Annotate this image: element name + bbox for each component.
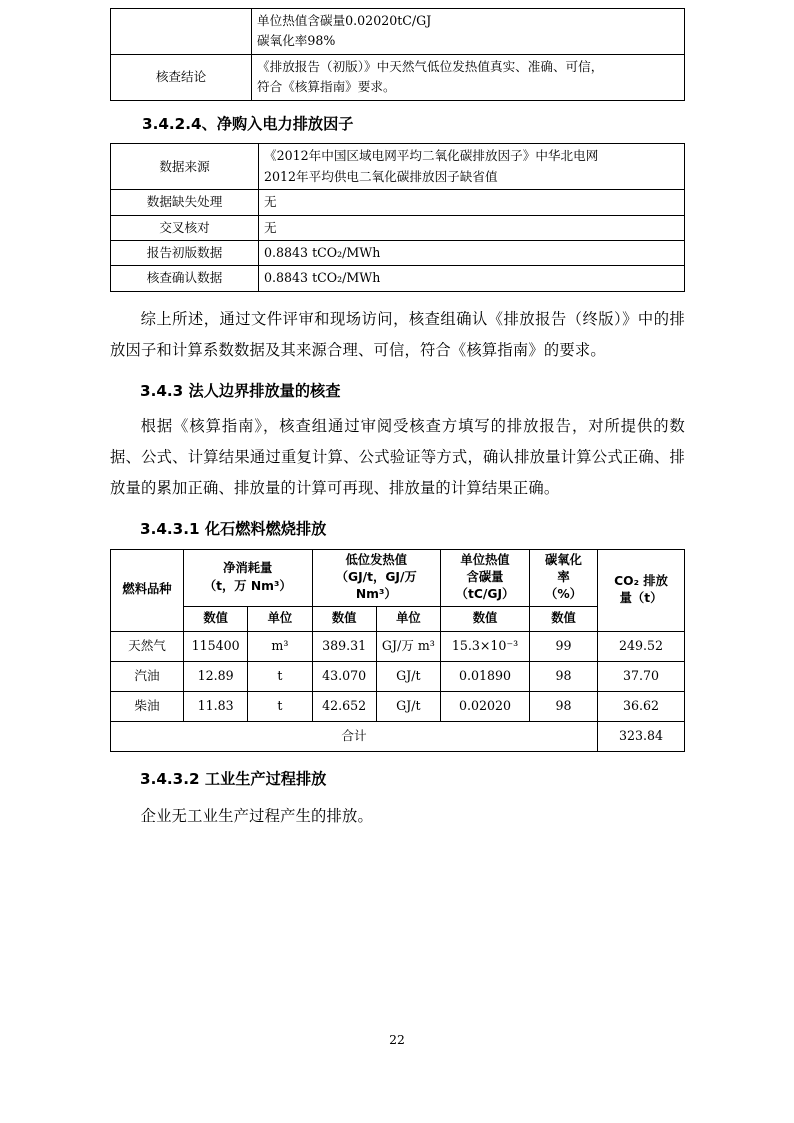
text-line: 《2012年中国区域电网平均二氧化碳排放因子》中华北电网	[264, 148, 599, 164]
cell-value-verified-data: 0.8843 tCO₂/MWh	[259, 266, 685, 291]
cell-co2-value: 249.52	[598, 631, 685, 661]
cell-consumption-unit: t	[248, 661, 312, 691]
subheader-lhv-unit: 单位	[376, 606, 440, 631]
heading-3-4-3: 3.4.3 法人边界排放量的核查	[140, 381, 341, 400]
text-line: 碳氧化	[545, 552, 582, 567]
header-co2-emission	[598, 549, 685, 631]
text-line: （GJ/t，GJ/万	[335, 569, 417, 584]
table-row	[111, 266, 685, 291]
cell-total-label: 合计	[111, 721, 598, 751]
heading-3-4-3-1: 3.4.3.1 化石燃料燃烧排放	[140, 519, 327, 538]
cell-carbon-value: 15.3×10⁻³	[441, 631, 530, 661]
subheader-consumption-unit: 单位	[248, 606, 312, 631]
text-line: 低位发热值	[345, 552, 407, 567]
cell-label-empty	[111, 9, 252, 55]
text-line: CO₂ 排放	[614, 573, 668, 588]
cell-fuel-name: 天然气	[111, 631, 184, 661]
cell-carbon-value: 0.01890	[441, 661, 530, 691]
cell-value-conclusion	[252, 54, 685, 100]
cell-oxidation-value: 98	[530, 661, 598, 691]
page-number: 22	[389, 1032, 405, 1047]
paragraph-boundary-emission-verification: 根据《核算指南》，核查组通过审阅受核查方填写的排放报告，对所提供的数据、公式、计算结果通过重复计算、公式验证等方式，确认排放量计算公式正确、排放量的累加正确、排放量的计算可再现、排放量的计算结果正确。	[110, 416, 685, 497]
text-line: （%）	[545, 587, 582, 602]
cell-value-data-source	[259, 144, 685, 190]
cell-value-cross-check: 无	[259, 215, 685, 240]
cell-value-missing-data: 无	[259, 190, 685, 215]
cell-label-initial-report-data: 报告初版数据	[111, 240, 259, 265]
header-carbon-content	[441, 549, 530, 606]
cell-label-missing-data: 数据缺失处理	[111, 190, 259, 215]
header-oxidation-rate	[530, 549, 598, 606]
fossil-fuel-emission-table	[110, 549, 685, 752]
table-total-row	[111, 721, 685, 751]
cell-co2-value: 36.62	[598, 691, 685, 721]
table-row	[111, 54, 685, 100]
text-line: 符合《核算指南》要求。	[257, 79, 396, 95]
cell-consumption-value: 11.83	[184, 691, 248, 721]
text-line: 2012年平均供电二氧化碳排放因子缺省值	[264, 168, 498, 184]
header-net-consumption	[184, 549, 313, 606]
cell-label-cross-check: 交叉核对	[111, 215, 259, 240]
text-line: 《排放报告（初版）》中天然气低位发热值真实、准确、可信，	[257, 58, 604, 74]
subheader-oxidation-value: 数值	[530, 606, 598, 631]
cell-lhv-value: 389.31	[312, 631, 376, 661]
cell-consumption-value: 12.89	[184, 661, 248, 691]
paragraph-industrial-process-emission: 企业无工业生产过程产生的排放。	[140, 806, 374, 825]
text-line: 净消耗量	[223, 561, 273, 576]
page-content	[110, 0, 685, 832]
subheader-consumption-value: 数值	[184, 606, 248, 631]
electricity-emission-factor-table	[110, 143, 685, 291]
cell-consumption-unit: t	[248, 691, 312, 721]
cell-lhv-unit: GJ/t	[376, 661, 440, 691]
cell-oxidation-value: 99	[530, 631, 598, 661]
verification-conclusion-table	[110, 8, 685, 101]
table-row	[111, 9, 685, 55]
text-line: 碳氧化率98%	[257, 33, 336, 49]
subheader-carbon-value: 数值	[441, 606, 530, 631]
heading-3-4-2-4: 3.4.2.4、净购入电力排放因子	[142, 114, 354, 133]
table-row	[111, 661, 685, 691]
subheader-lhv-value: 数值	[312, 606, 376, 631]
table-row	[111, 215, 685, 240]
table-row	[111, 691, 685, 721]
table-header-row	[111, 549, 685, 606]
cell-oxidation-value: 98	[530, 691, 598, 721]
cell-consumption-value: 115400	[184, 631, 248, 661]
cell-value-initial-report-data: 0.8843 tCO₂/MWh	[259, 240, 685, 265]
cell-lhv-unit: GJ/t	[376, 691, 440, 721]
table-row	[111, 240, 685, 265]
cell-fuel-name: 柴油	[111, 691, 184, 721]
cell-value-carbon-params	[252, 9, 685, 55]
table-row	[111, 190, 685, 215]
text-line: （t，万 Nm³）	[203, 578, 292, 593]
heading-3-4-3-2: 3.4.3.2 工业生产过程排放	[140, 769, 327, 788]
text-line: （tC/GJ）	[455, 587, 515, 602]
cell-lhv-unit: GJ/万 m³	[376, 631, 440, 661]
header-fuel-type: 燃料品种	[111, 549, 184, 631]
header-lower-heating-value	[312, 549, 441, 606]
cell-carbon-value: 0.02020	[441, 691, 530, 721]
cell-lhv-value: 42.652	[312, 691, 376, 721]
paragraph-emission-factor-summary: 综上所述，通过文件评审和现场访问，核查组确认《排放报告（终版）》中的排放因子和计算系数数据及其来源合理、可信，符合《核算指南》的要求。	[110, 309, 685, 359]
cell-label-conclusion: 核查结论	[111, 54, 252, 100]
text-line: 量（t）	[619, 591, 663, 606]
cell-label-verified-data: 核查确认数据	[111, 266, 259, 291]
text-line: 含碳量	[466, 569, 504, 584]
text-line: 率	[557, 569, 570, 584]
cell-total-value: 323.84	[598, 721, 685, 751]
cell-lhv-value: 43.070	[312, 661, 376, 691]
text-line: 单位热值含碳量0.02020tC/GJ	[257, 13, 432, 28]
text-line: 单位热值	[460, 552, 510, 567]
cell-label-data-source: 数据来源	[111, 144, 259, 190]
cell-consumption-unit: m³	[248, 631, 312, 661]
cell-co2-value: 37.70	[598, 661, 685, 691]
table-row	[111, 144, 685, 190]
cell-fuel-name: 汽油	[111, 661, 184, 691]
text-line: Nm³）	[355, 587, 397, 602]
table-row	[111, 631, 685, 661]
